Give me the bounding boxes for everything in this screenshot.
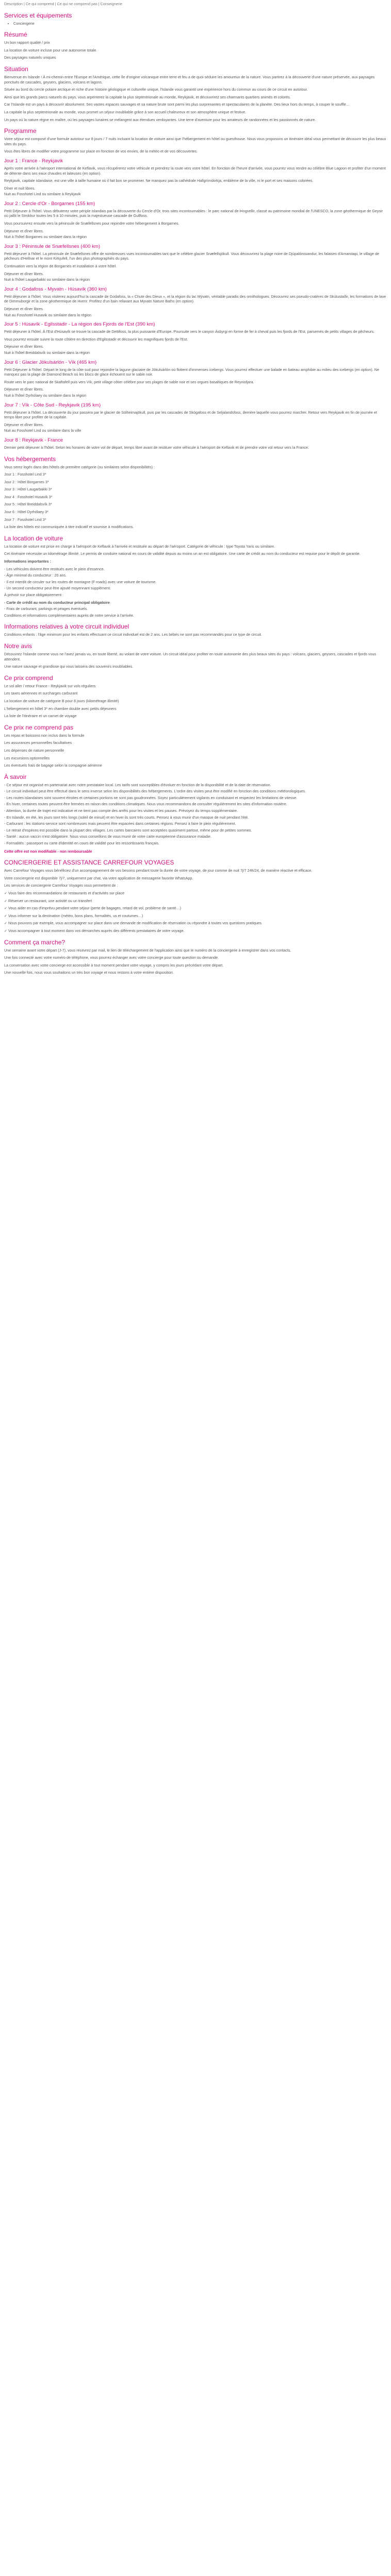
day-title: Jour 6 : Glacier Jökulsárlón - Vík (465 km) bbox=[4, 359, 97, 365]
resume-title: Résumé bbox=[4, 31, 27, 39]
situation-paragraph: La capitale la plus septentrionale au monde, vous promet un séjour inoubliable grâce à son accueil chaleureux et son atmosphère unique et festive. bbox=[4, 109, 247, 114]
hebergements-note: La liste des hôtels est communiquée à titre indicatif et soumise à modifications. bbox=[4, 524, 134, 530]
day-meal: Déjeuner et dîner libres. bbox=[4, 307, 44, 311]
a-savoir-item: - Le circuit individuel peut être effectué dans le sens inverse selon les disponibilités des hébergements. L'ordre des visites peut être modifié en fonction des conditions météorologiques. bbox=[4, 789, 306, 794]
a-savoir-item: - Carburant : les stations-service sont nombreuses mais peuvent être espacées dans certaines régions. Pensez à faire le plein régulièrement. bbox=[4, 821, 236, 826]
hebergement-item: Jour 5 : Hôtel Breiddalsvík 3* bbox=[4, 502, 52, 507]
day-hotel: Nuit à l'hôtel Borgarnes ou similaire dans la région bbox=[4, 234, 87, 240]
situation-paragraph: Un pays où la nature règne en maître, où les paysages lunaires se mélangent aux étendues verdoyantes. Une terre d'aventure pour les amateurs de randonnées et les passionnés de nature. bbox=[4, 117, 316, 122]
conciergerie-paragraph: Les services de conciergerie Carrefour Voyages vous permettent de : bbox=[4, 883, 118, 888]
day-paragraph: Après votre arrivée à l'aéroport international de Keflavik, vous récupérerez votre véhicule et prendrez la route vers votre hôtel. En fonction de l'heure d'arrivée, vous pourrez vous rendre au célèbre Blue Lagoon et profiter d'un moment de détente dans ses eaux chaudes et laiteuses (en option). bbox=[4, 165, 386, 176]
breadcrumb bbox=[4, 2, 387, 7]
day-title: Jour 1 : France - Reykjavik bbox=[4, 158, 63, 164]
conciergerie-paragraph: ✓ Vous accompagner à tout moment dans vos démarches auprès des différents prestataires de votre voyage. bbox=[4, 928, 185, 933]
day-paragraph: Reykjavik, capitale islandaise, est une ville à taille humaine où il fait bon se promener. Ne manquez pas la cathédrale Hallgrímskirkja, emblème de la ville, ni le port et ses maisons colorées. bbox=[4, 178, 314, 183]
day-paragraph: Petit Déjeuner à l'hôtel. Départ le long de la côte sud pour rejoindre la lagune glaciaire de Jökulsárlón où flottent d'immenses icebergs. Vous pourrez effectuer une balade en bateau amphibie au milieu des icebergs (en option). Ne manquez pas la plage de Diamond Beach où les blocs de glace échouent sur le sable noir. bbox=[4, 367, 379, 377]
comment-paragraph: Une fois connecté avec votre numéro de téléphone, vous pourrez échanger avec votre concierge pour toute question ou demande. bbox=[4, 955, 219, 960]
programme-intro: Votre séjour est composé d'une formule autotour sur 8 jours / 7 nuits incluant la location de voiture ainsi que l'hébergement en hôtel ou guesthouse. Nous vous proposons un itinéraire idéal vous permettant de découvrir les plus beaux sites du pays. bbox=[4, 137, 386, 146]
location-paragraph: La location de voiture est prise en charge à l'aéroport de Keflavik à l'arrivée et restituée au départ de l'aéroport. Catégorie de véhicule : type Toyota Yaris ou similaire. bbox=[4, 544, 275, 549]
location-dash-list bbox=[4, 567, 387, 591]
day-block bbox=[4, 244, 387, 282]
day-block bbox=[4, 158, 387, 197]
programme-title: Programme bbox=[4, 127, 37, 135]
conciergerie-title: CONCIERGERIE ET ASSISTANCE CARREFOUR VOYAGES bbox=[4, 859, 174, 867]
breadcrumb-comprend[interactable]: Ce qui comprend bbox=[25, 2, 54, 6]
a-savoir-title: À savoir bbox=[4, 773, 27, 781]
day-paragraph: Petit Déjeuner à l'hôtel. Vous débuterez votre périple islandais par la découverte du Cercle d'Or, trois sites incontournables : le parc national de Þingvellir, classé au patrimoine mondial de l'UNESCO, la zone géothermique de Geysir où jaillit le Strokkur toutes les 5 à 10 minutes, puis la majestueuse cascade de Gullfoss. bbox=[4, 208, 383, 218]
ne-comprend-pas-item: Les repas et boissons non inclus dans la formule bbox=[4, 733, 85, 738]
day-meal: Déjeuner et dîner libres. bbox=[4, 344, 44, 349]
conciergerie-paragraph: ✓ Vous faire des recommandations de restaurants et d'activités sur place bbox=[4, 891, 125, 895]
breadcrumb-ne-comprend-pas[interactable]: Ce qui ne comprend pas bbox=[57, 2, 97, 6]
day-block bbox=[4, 402, 387, 433]
hebergement-item: Jour 6 : Hôtel Dyrhólaey 3* bbox=[4, 510, 48, 515]
day-meal: Déjeuner et dîner libres. bbox=[4, 271, 44, 276]
hebergement-item: Jour 7 : Fosshotel Lind 3* bbox=[4, 517, 46, 522]
location-assurance-title: À prévoir sur place obligatoirement : bbox=[4, 592, 64, 597]
a-savoir-item: - Santé : aucun vaccin n'est obligatoire. Nous vous conseillons de vous munir de votre carte européenne d'assurance maladie. bbox=[4, 834, 211, 839]
day-paragraph: Dernier petit déjeuner à l'hôtel. Selon les horaires de votre vol de départ, temps libre avant de restituer votre véhicule à l'aéroport de Keflavik et de prendre votre vol retour vers la France. bbox=[4, 445, 309, 450]
services-title: Services et équipements bbox=[4, 11, 72, 19]
a-savoir-item: - Ce séjour est organisé en partenariat avec notre prestataire local. Les tarifs sont susceptibles d'évoluer en fonction de la disponibilité et de la date de réservation. bbox=[4, 782, 271, 787]
comment-paragraph: Une nouvelle fois, nous vous souhaitons un très bon voyage et nous restons à votre entière disposition. bbox=[4, 970, 174, 975]
day-block bbox=[4, 321, 387, 355]
breadcrumb-description[interactable]: Description bbox=[4, 2, 23, 6]
day-meal: Déjeuner et dîner libres. bbox=[4, 387, 44, 392]
day-paragraph: Petit déjeuner à l'hôtel. Vous visiterez aujourd'hui la cascade de Godafoss, la « Chute des Dieux », et la région du lac Mývatn, véritable paradis des ornithologues. Découvrez ses pseudo-cratères de Skútustaðir, les formations de lave de Dimmuborgir et la zone géothermique de Hverir. Profitez d'un bain relaxant aux Myvatn Nature Baths (en option). bbox=[4, 294, 386, 304]
hebergement-item: Jour 1 : Fosshotel Lind 3* bbox=[4, 472, 46, 477]
a-savoir-item: - Formalités : passeport ou carte d'identité en cours de validité pour les ressortissants français. bbox=[4, 841, 159, 846]
day-paragraph: Petit déjeuner à l'hôtel. À l'Est d'Húsavík se trouve la cascade de Dettifoss, la plus puissante d'Europe. Poursuite vers le canyon Ásbyrgi en forme de fer à cheval puis les fjords de l'Est, parsemés de petits villages de pêcheurs. bbox=[4, 329, 375, 334]
a-savoir-item: - En hiver, certaines routes peuvent être fermées en raison des conditions climatiques. Nous vous recommandons de consulter régulièrement les sites d'information routière. bbox=[4, 802, 287, 807]
voyage-info-title: Informations relatives à votre circuit individuel bbox=[4, 623, 129, 631]
breadcrumb-separator: | bbox=[97, 2, 101, 6]
ne-comprend-pas-item: Les assurances personnelles facultatives bbox=[4, 740, 72, 745]
situation-paragraph: Car l'Islande est un pays à découvrir absolument. Ses vastes espaces sauvages et sa nature brute sont parmi les plus surprenantes et spectaculaires de la planète. Des lieux hors du temps, à couper le souffle… bbox=[4, 102, 350, 107]
conciergerie-paragraph: ✓ Réserver un restaurant, une activité ou un transfert bbox=[4, 898, 92, 903]
day-hotel: Nuit au Fosshotel Lind ou similaire à Reykjavik bbox=[4, 192, 81, 197]
location-info-item: - Les véhicules doivent être restitués avec le plein d'essence. bbox=[4, 566, 105, 571]
ne-comprend-pas-item: Les dépenses de nature personnelle bbox=[4, 748, 64, 753]
situation-paragraph: Ainsi que les grands parcs naturels du pays, vous arpenterez la capitale la plus septentrionale au monde, Reykjavik, et découvrirez ses charmants quartiers animés et colorés. bbox=[4, 94, 291, 99]
comprend-list bbox=[4, 684, 387, 719]
day-block bbox=[4, 360, 387, 398]
conciergerie-paragraph: ✓ Vous aider en cas d'imprévu pendant votre séjour (perte de bagages, retard de vol, problème de santé…) bbox=[4, 906, 182, 911]
location-info-title: Informations importantes : bbox=[4, 559, 52, 564]
comprend-item: La location de voiture de catégorie B pour 8 jours (kilométrage illimité) bbox=[4, 698, 119, 703]
comment-paragraph: La conversation avec votre concierge est accessible à tout moment pendant votre voyage, y compris les jours précédant votre départ. bbox=[4, 962, 224, 968]
day-paragraph: Vous poursuivrez ensuite vers la péninsule de Snæfellsnes pour rejoindre votre hébergement à Borgarnes. bbox=[4, 221, 180, 226]
breadcrumb-separator: | bbox=[22, 2, 26, 6]
notre-avis-paragraph: Une nature sauvage et grandiose qui vous laissera des souvenirs inoubliables. bbox=[4, 664, 134, 669]
day-paragraph: Route vers le parc national de Skaftafell puis vers Vík, petit village côtier célèbre pour ses plages de sable noir et ses orgues basaltiques de Reynisfjara. bbox=[4, 379, 254, 384]
location-info-item: - Un second conducteur peut être ajouté moyennant supplément. bbox=[4, 586, 111, 591]
day-title: Jour 8 : Reykjavik - France bbox=[4, 437, 63, 443]
conciergerie-paragraph: ✓ Vous informer sur la destination (météo, bons plans, formalités, us et coutumes…) bbox=[4, 913, 143, 918]
a-savoir-item: - En Islande, en été, les jours sont très longs (soleil de minuit) et en hiver ils sont très courts. Pensez à vous munir d'un masque de nuit pendant l'été. bbox=[4, 815, 249, 820]
resume-line: Des paysages naturels uniques bbox=[4, 55, 56, 60]
comment-body bbox=[4, 948, 387, 975]
situation-body bbox=[4, 75, 387, 122]
location-info-item: - Il est interdit de circuler sur les routes de montagne (F-roads) avec une voiture de tourisme. bbox=[4, 579, 157, 584]
hebergements-list bbox=[4, 472, 387, 522]
comprend-item: Les taxes aériennes et surcharges carburant bbox=[4, 691, 78, 696]
conciergerie-paragraph: ✓ Nous pouvons par exemple, vous accompagner sur place dans une demande de modification de réservation ou répondre à toutes vos questions pratiques. bbox=[4, 921, 263, 926]
location-paragraph: Cet itinéraire nécessite un kilométrage illimité. Le permis de conduire national en cours de validité depuis au moins un an est obligatoire. Une carte de crédit au nom du conducteur est requise pour le dépôt de garantie. bbox=[4, 551, 361, 556]
day-title: Jour 4 : Godafoss - Myvatn - Húsavík (360 km) bbox=[4, 286, 107, 292]
day-title: Jour 5 : Húsavík - Egilsstadir - La région des Fjords de l'Est (390 km) bbox=[4, 321, 155, 328]
resume-line: La location de voiture incluse pour une autonomie totale bbox=[4, 47, 96, 53]
hebergement-item: Jour 2 : Hôtel Borgarnes 3* bbox=[4, 479, 49, 484]
ne-comprend-pas-list bbox=[4, 733, 387, 768]
location-assurance-item: - Frais de carburant, parkings et péages éventuels. bbox=[4, 606, 88, 612]
day-hotel: Nuit au Fosshotel Lind ou similaire dans la ville bbox=[4, 428, 82, 433]
page bbox=[0, 0, 391, 983]
comprend-item: L'hébergement en hôtel 3* en chambre double avec petits déjeuners bbox=[4, 706, 117, 711]
location-title: La location de voiture bbox=[4, 534, 63, 542]
ne-comprend-pas-title: Ce prix ne comprend pas bbox=[4, 723, 74, 731]
a-savoir-item: - Attention, la durée de trajet est indicative et ne tient pas compte des arrêts pour les visites et les pauses. Prévoyez du temps supplémentaire. bbox=[4, 808, 238, 814]
hebergements-intro: Vous serez logés dans des hôtels de première catégorie (ou similaires selon disponibilités) : bbox=[4, 464, 155, 469]
day-hotel: Nuit au Fosshotel Husavik ou similaire dans la région bbox=[4, 312, 91, 317]
day-hotel: Nuit à l'hôtel Laugarbakki ou similaire dans la région bbox=[4, 277, 90, 282]
comment-paragraph: Une semaine avant votre départ (J-7), vous recevrez par mail, le lien de téléchargement de l'application ainsi que le numéro de la conciergerie à enregistrer dans vos contacts. bbox=[4, 947, 291, 953]
breadcrumb-separator: | bbox=[54, 2, 57, 6]
conciergerie-paragraph: Avec Carrefour Voyages vous bénéficiez d'un accompagnement de vos besoins pendant toute la durée de votre voyage, de jour comme de nuit 7j/7 24h/24, de manière réactive et efficace. bbox=[4, 868, 313, 873]
location-info-item: - Âge minimal du conducteur : 20 ans. bbox=[4, 573, 67, 578]
situation-title: Situation bbox=[4, 65, 28, 73]
day-block bbox=[4, 201, 387, 240]
day-hotel: Nuit à l'hôtel Dyrhólaey ou similaire dans la région bbox=[4, 393, 87, 398]
breadcrumb-conciergerie[interactable]: Conseignerie bbox=[100, 2, 122, 6]
hebergement-item: Jour 3 : Hôtel Laugarbakki 3* bbox=[4, 487, 52, 492]
comment-title: Comment ça marche? bbox=[4, 938, 66, 946]
services-item: • Conciergerie bbox=[13, 21, 387, 26]
programme-days bbox=[4, 158, 387, 450]
programme-intro: Vous êtes libres de modifier votre programme sur place en fonction de vos envies, de la météo et de vos découvertes. bbox=[4, 149, 198, 154]
day-block bbox=[4, 286, 387, 317]
ne-comprend-pas-item: Les excursions optionnelles bbox=[4, 755, 50, 760]
ne-comprend-pas-item: Les éventuels frais de bagage selon la compagnie aérienne bbox=[4, 763, 102, 768]
notre-avis-paragraph: Découvrez l'Islande comme vous ne l'avez jamais vu, en toute liberté, au volant de votre voiture. Un circuit idéal pour profiter en toute autonomie des plus beaux sites du pays : volcans, glaciers, geysers, cascades et fjords vous attendent. bbox=[4, 651, 377, 662]
day-paragraph: Petit déjeuner à l'hôtel. La découverte du jour passera par le glacier de Sólheimajökull, puis par les cascades de Skógafoss et de Seljalandsfoss, derrière laquelle vous pourrez marcher. Retour vers Reykjavik en fin de journée et temps libre pour profiter de la capitale. bbox=[4, 410, 377, 420]
a-savoir-list bbox=[4, 783, 387, 846]
location-assurance-list bbox=[4, 600, 387, 612]
comprend-item: Le vol aller / retour France - Reykjavik sur vols réguliers bbox=[4, 683, 96, 688]
day-paragraph: Continuation vers la région de Borgarnes et installation à votre hôtel. bbox=[4, 264, 117, 269]
non-modifiable-warning: Cette offre est non modifiable - non remboursable bbox=[4, 849, 92, 854]
services-list bbox=[4, 21, 387, 26]
location-footer: Conditions et informations complémentaires auprès de notre service à l'arrivée. bbox=[4, 613, 134, 618]
day-meal: Déjeuner et dîner libres. bbox=[4, 422, 44, 427]
day-meal: Déjeuner et dîner libres. bbox=[4, 228, 44, 233]
day-meal: Dîner et nuit libres. bbox=[4, 185, 36, 191]
day-paragraph: Petit déjeuner à l'hôtel. La péninsule de Snæfellsnes offre de nombreuses vues incontournables tant que le célèbre glacier Snæfellsjökull. Vous découvrirez la plage noire de Djúpalónssandur, les falaises d'Arnarstapi, le village de pêcheurs d'Hellnar et le mont Kirkjufell, l'un des plus photographiés du pays. bbox=[4, 251, 379, 261]
hebergements-title: Vos hébergements bbox=[4, 455, 56, 463]
day-paragraph: Vous pourrez ensuite suivre la route côtière en direction d'Egilsstadir et découvrir les magnifiques fjords de l'Est. bbox=[4, 336, 188, 342]
day-title: Jour 2 : Cercle d'Or - Borgarnes (155 km) bbox=[4, 200, 95, 207]
situation-paragraph: Bienvenue en Islande ! À mi-chemin entre l'Europe et l'Amérique, cette île d'origine volcanique entre terre et feu a de quoi séduire les amoureux de la nature. Vous partirez à la découverte d'une nature préservée, aux paysages ponctués de cascades, geysers, glaciers, volcans et lagons. bbox=[4, 74, 375, 84]
day-block bbox=[4, 437, 387, 450]
situation-paragraph: Située au bord du cercle polaire arctique et riche d'une histoire géologique et culturelle unique, l'Islande vous garantit une expérience hors du commun au cours de ce circuit en autotour. bbox=[4, 87, 308, 92]
day-hotel: Nuit à l'hôtel Breiddalsvík ou similaire dans la région bbox=[4, 350, 90, 355]
day-title: Jour 3 : Péninsule de Snæfellsnes (400 km) bbox=[4, 243, 101, 249]
conciergerie-paragraph: Votre conciergerie est disponible 7j/7, uniquement par chat, via votre application de messagerie favorite WhatsApp. bbox=[4, 875, 193, 880]
conciergerie-body bbox=[4, 868, 387, 933]
comprend-title: Ce prix comprend bbox=[4, 674, 53, 682]
resume-line: Un bon rapport qualité / prix bbox=[4, 40, 50, 45]
location-assurance-item: - Carte de crédit au nom du conducteur principal obligatoire bbox=[4, 600, 110, 605]
voyage-info-paragraph: Conditions enfants : l'âge minimum pour les enfants effectuant ce circuit individuel est de 2 ans. Les bébés ne sont pas recommandés pour ce type de circuit. bbox=[4, 632, 262, 637]
day-title: Jour 7 : Vík - Côte Sud - Reykjavik (195 km) bbox=[4, 402, 101, 408]
hebergement-item: Jour 4 : Fosshotel Husavik 3* bbox=[4, 494, 53, 499]
a-savoir-item: - Le retrait d'espèces est possible dans la plupart des villages. Les cartes bancaires sont acceptées quasiment partout, même pour de petites sommes. bbox=[4, 827, 252, 833]
notre-avis-title: Notre avis bbox=[4, 642, 32, 650]
a-savoir-item: - Les routes islandaises sont souvent étroites et certaines portions ne sont pas goudronnées. Soyez particulièrement vigilants en conduisant et respectez les limitations de vitesse. bbox=[4, 795, 298, 800]
comprend-item: La liste de l'itinéraire et un carnet de voyage bbox=[4, 714, 77, 719]
